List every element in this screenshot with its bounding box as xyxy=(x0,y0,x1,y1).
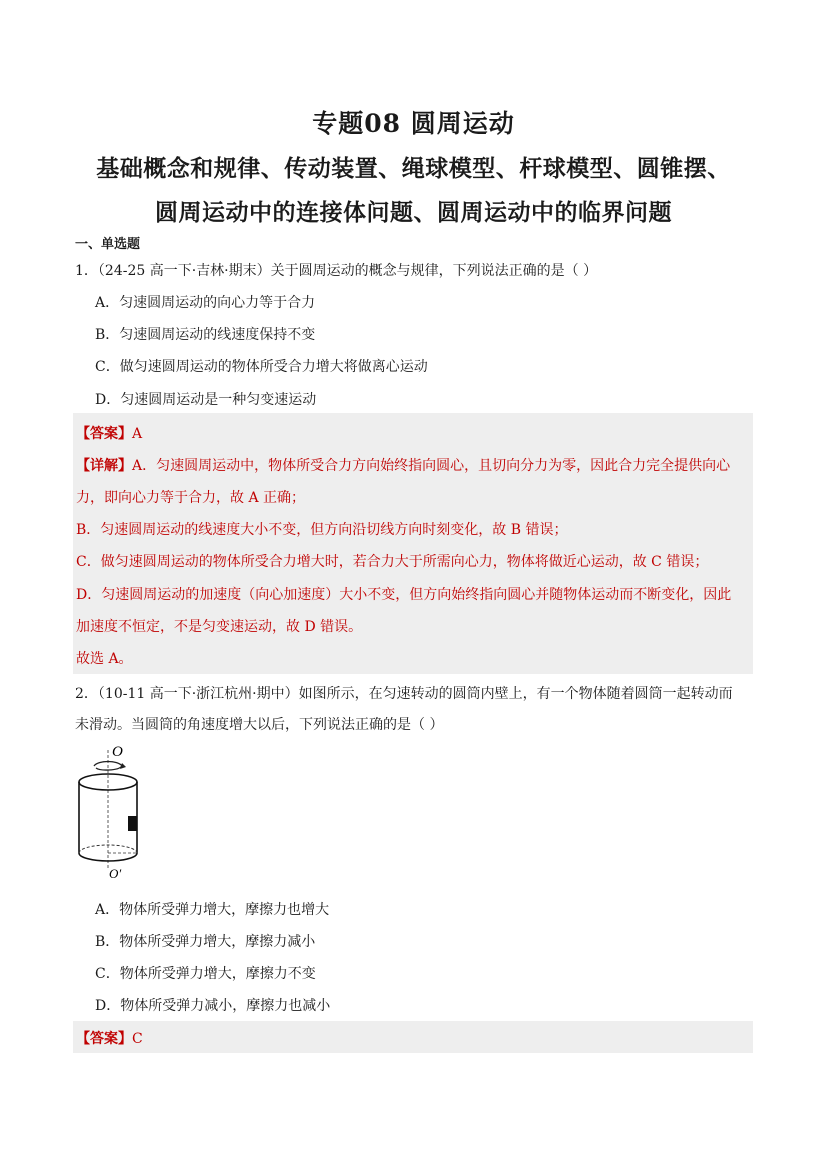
answer-tag: 【答案】 xyxy=(76,1031,132,1047)
question-1-detail-line: 故选 A。 xyxy=(76,651,133,667)
page-subtitle-line-2: 圆周运动中的连接体问题、圆周运动中的临界问题 xyxy=(155,199,672,226)
detail-text: A．匀速圆周运动中，物体所受合力方向始终指向圆心，且切向分力为零，因此合力完全提供向心 xyxy=(132,458,731,474)
answer-tag: 【答案】 xyxy=(76,426,132,442)
question-1-detail-line: B．匀速圆周运动的线速度大小不变，但方向沿切线方向时刻变化，故 B 错误； xyxy=(76,522,568,538)
rotating-cylinder-figure xyxy=(70,742,160,882)
axis-bottom-label: O′ xyxy=(109,866,122,881)
question-2-stem-line-1: 2．（10-11 高一下·浙江杭州·期中）如图所示，在匀速转动的圆筒内壁上，有一个物体随着圆筒一起转动而 xyxy=(75,686,733,702)
question-2-stem-line-2: 未滑动。当圆筒的角速度增大以后，下列说法正确的是（ ） xyxy=(75,717,444,733)
detail-tag: 【详解】 xyxy=(76,458,132,474)
question-1-option-c: C．做匀速圆周运动的物体所受合力增大将做离心运动 xyxy=(95,359,428,375)
page-subtitle-line-1: 基础概念和规律、传动装置、绳球模型、杆球模型、圆锥摆、 xyxy=(96,155,731,182)
section-heading: 一、单选题 xyxy=(75,237,141,252)
question-2-answer-box xyxy=(73,1021,753,1053)
question-1-detail-line: C．做匀速圆周运动的物体所受合力增大时，若合力大于所需向心力，物体将做近心运动，故 C 错误； xyxy=(76,554,709,570)
axis-top-label: O xyxy=(112,744,123,760)
page-title: 专题08 圆周运动 xyxy=(312,109,515,138)
question-2-option-b: B．物体所受弹力增大，摩擦力减小 xyxy=(95,934,316,950)
block-object xyxy=(128,816,137,831)
question-2-answer xyxy=(76,1028,143,1048)
question-1-detail-line: 力，即向心力等于合力，故 A 正确； xyxy=(76,490,306,506)
answer-value: C xyxy=(132,1031,143,1047)
question-1-option-b: B．匀速圆周运动的线速度保持不变 xyxy=(95,327,316,343)
question-2-option-c: C．物体所受弹力增大，摩擦力不变 xyxy=(95,966,316,982)
answer-value: A xyxy=(132,426,143,442)
question-1-detail-line: D．匀速圆周运动的加速度（向心加速度）大小不变，但方向始终指向圆心并随物体运动而不断变化，因此 xyxy=(76,587,732,603)
question-1-option-a: A．匀速圆周运动的向心力等于合力 xyxy=(95,295,316,311)
question-2-option-a: A．物体所受弹力增大，摩擦力也增大 xyxy=(95,902,330,918)
question-2-option-d: D．物体所受弹力减小，摩擦力也减小 xyxy=(95,998,331,1014)
question-1-detail-line: 加速度不恒定，不是匀变速运动，故 D 错误。 xyxy=(76,619,363,635)
question-1-detail-line xyxy=(76,455,730,475)
question-1-option-d: D．匀速圆周运动是一种匀变速运动 xyxy=(95,392,317,408)
question-1-answer xyxy=(76,423,142,443)
question-1-stem: 1．（24-25 高一下·吉林·期末）关于圆周运动的概念与规律，下列说法正确的是（ ） xyxy=(75,263,598,279)
